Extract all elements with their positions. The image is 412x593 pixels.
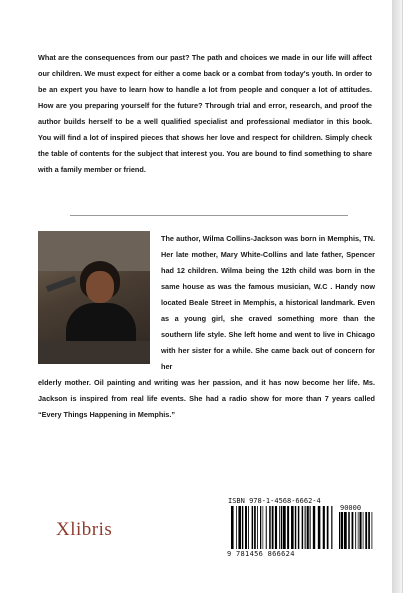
barcode-number: 9 781456 866624 (227, 550, 295, 558)
author-bio-continued: elderly mother. Oil painting and writing was her passion, and it has now become her life. Ms. Jackson is inspired from real life events. She had a radio show for more than 7 years called “Every Things Happening in Memphis.” (38, 378, 375, 419)
section-divider (70, 215, 348, 216)
isbn-barcode (231, 506, 333, 549)
cover-edge-shadow (392, 0, 402, 593)
author-photo (38, 231, 150, 364)
publisher-logo: Xlibris (56, 519, 113, 540)
book-blurb: What are the consequences from our past? The path and choices we made in our life will affect our children. We must expect for either a come back or a combat from today's youth. In order to be an expert you have to learn how to handle a lot from people and conquer a lot of attitudes. How are you preparing yourself for the future? Through trial and error, research, and proof the author builds herself to be a well qualified specialist and professional mediator in this book. You will find a lot of inspired pieces that shows her love and respect for children. Simply check the table of contents for the subject that interest you. You are bound to find something to share with a family member or friend. (38, 53, 372, 174)
isbn-label: ISBN 978-1-4568-6662-4 (228, 497, 321, 505)
author-bio: The author, Wilma Collins-Jackson was born in Memphis, TN. Her late mother, Mary White-Collins and late father, Spencer had 12 children. Wilma being the 12th child was born in the same house as was the famous musician, W.C . Handy now located Beale Street in Memphis, a historical landmark. Even as a young girl, she craved something more than the southern life style. She left home and went to live in Chicago with her sister for a while. She came back out of concern for her (161, 234, 375, 371)
addon-barcode (339, 512, 373, 549)
barcode-addon-number: 90000 (340, 504, 362, 512)
